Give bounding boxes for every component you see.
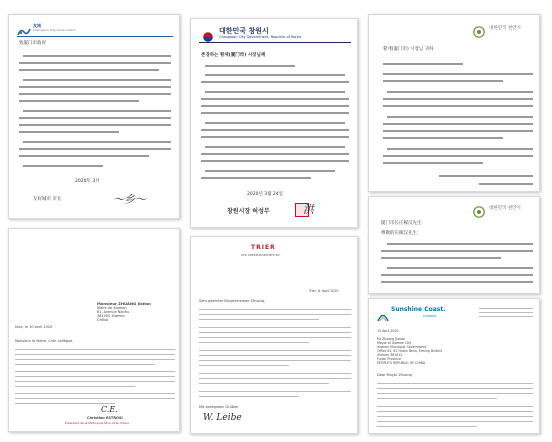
letter-closing: Mit kollegialen Grüßen (199, 405, 239, 409)
letter-date: Nice, le 10 avril 2020 (15, 325, 53, 329)
city-logo-icon (17, 22, 31, 32)
korea-emblem-icon (203, 27, 213, 37)
city-logo-icon (473, 23, 485, 35)
letter-date: 15 April 2020 (377, 329, 399, 333)
recipient-line: 61, Avenue Nanhu (97, 310, 130, 314)
letter-greeting: Dear Mayor Zhuang (377, 373, 412, 377)
letter-chinese-1 (8, 14, 180, 219)
letter-header: Changwon City Government (33, 28, 76, 32)
letter-signer: 창원시장 허성무 (227, 208, 270, 215)
letter-header: TRIER (251, 244, 276, 251)
letter-subtitle: 尊敬的庄稼汉先生： (381, 231, 422, 236)
brand-name: Sunshine Coast. (391, 306, 446, 313)
letter-subheader: Changwon City Government, Republic of Korea (219, 35, 302, 39)
recipient-line: Mayor of Xiamen City (377, 341, 412, 345)
letter-title: 致厦门市政府 (19, 41, 46, 46)
signature-mark: W. Leibe (203, 413, 242, 423)
recipient-line: PEOPLE'S REPUBLIC OF CHINA (377, 361, 426, 365)
recipient-line: CHINA (97, 318, 109, 322)
letter-french-nice (8, 228, 180, 432)
letter-signer: Christian ESTROSI (87, 416, 123, 420)
letter-korean-cheonan (368, 14, 540, 192)
letter-header: 대한민국 천안시 (489, 206, 521, 211)
letter-english-sunshine-coast (368, 298, 540, 434)
recipient-line: 361000 Xiamen (97, 314, 125, 318)
letter-header: 대한민국 창원시 (219, 27, 269, 35)
letter-chinese-cheonan (368, 196, 540, 294)
letter-header: 대한민국 천안시 (489, 26, 521, 31)
brand-sub: COUNCIL (423, 314, 437, 318)
recipient-line: Office 61, 61 Hubin Beilu, Siming District (377, 349, 443, 353)
header-rule (199, 42, 351, 43)
city-logo-icon (473, 203, 485, 215)
letter-greeting: Sehr geehrter Bürgermeister Zhuang, (199, 299, 266, 303)
letter-greeting: 존경하는 황재(厦门市) 시장님께 (201, 53, 266, 58)
letter-org: 友城 (33, 23, 41, 28)
header-rule (17, 36, 173, 37)
recipient-line: Mr Zhuang Jiahan (377, 337, 406, 341)
signature-mark: 洪 (303, 203, 314, 216)
recipient-name: Monsieur ZHUANG Jiahan (97, 301, 151, 306)
letter-title: 厦门市长庄稼汉先生： (381, 221, 426, 226)
letter-signer-title: Président de la Métropole Nice Côte d'Azur (65, 421, 130, 425)
recipient-line: Xiamen 361012 (377, 353, 403, 357)
sunshine-coast-logo-icon (377, 307, 389, 317)
letter-date: Trier, 8. April 2020 (309, 289, 339, 293)
recipient-line: Maire de Xiamen (97, 306, 127, 310)
letter-date: 2020年 3月 (75, 179, 100, 184)
signature-mark: C.E. (101, 405, 118, 414)
recipient-line: Xiamen Municipal Government (377, 345, 427, 349)
signature-mark: ～乡～ (113, 193, 146, 206)
letter-subheader: DER OBERBÜRGERMEISTER (241, 253, 280, 257)
letter-korean-changwon (190, 18, 358, 228)
recipient-line: Fujian Province (377, 357, 401, 361)
letter-german-trier (190, 236, 358, 434)
letter-greeting: Monsieur le Maire, Cher collègue, (15, 339, 74, 343)
letter-title: 황재(厦门市) 시장님 귀하 (383, 47, 434, 52)
letter-date: 2020년 3월 24일 (247, 192, 283, 197)
letter-signer: 友好城市 市长 (33, 197, 62, 202)
